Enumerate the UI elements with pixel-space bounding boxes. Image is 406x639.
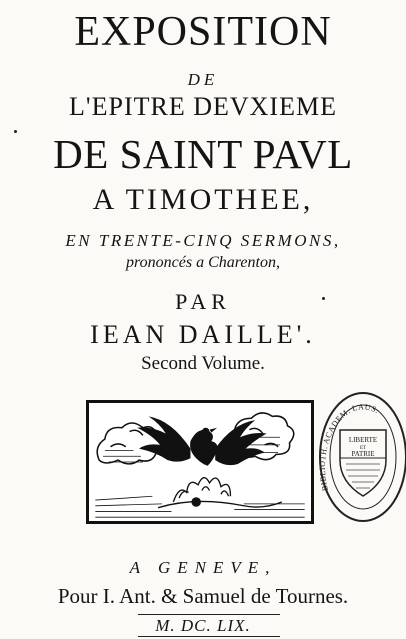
title-exposition: EXPOSITION [74, 9, 332, 55]
ink-speck [14, 130, 17, 133]
title-saint-paul: DE SAINT PAVL [53, 131, 353, 177]
svg-text:BIBLIOTH. ACADEM. LAUS.: BIBLIOTH. ACADEM. LAUS. [318, 402, 381, 492]
volume-label: Second Volume. [141, 353, 265, 374]
author-par: PAR [175, 289, 231, 314]
imprint-place: A GENEVE, [129, 558, 277, 577]
ink-speck [322, 297, 325, 300]
subtitle-charenton: prononcés a Charenton, [126, 254, 280, 271]
title-epitre: L'EPITRE DEVXIEME [69, 92, 337, 121]
library-stamp-image [318, 390, 406, 525]
svg-text:ET: ET [359, 446, 367, 451]
svg-text:PATRIE: PATRIE [351, 450, 375, 458]
title-de: DE [187, 70, 219, 89]
svg-text:LIBERTE: LIBERTE [348, 436, 378, 444]
phoenix-woodcut-image [86, 400, 314, 524]
imprint-year: M. DC. LIX. [155, 616, 251, 635]
rule-line [138, 636, 280, 637]
subtitle-sermons: EN TRENTE-CINQ SERMONS, [65, 231, 341, 250]
rule-line [138, 614, 280, 615]
title-timothee: A TIMOTHEE, [92, 183, 314, 216]
imprint-printer: Pour I. Ant. & Samuel de Tournes. [57, 584, 349, 608]
author-name: IEAN DAILLE'. [90, 320, 316, 349]
